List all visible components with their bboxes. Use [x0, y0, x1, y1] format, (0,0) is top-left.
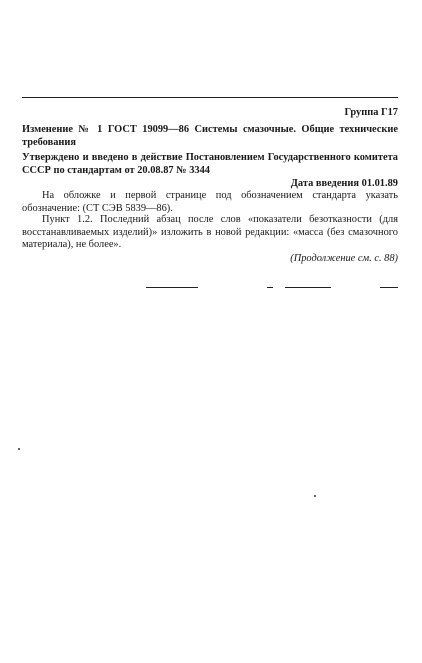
separator-rule-4 — [380, 287, 398, 288]
top-rule — [22, 97, 398, 98]
separator-rule-1 — [146, 287, 198, 288]
change-notice-title: Изменение № 1 ГОСТ 19099—86 Системы смазочные. Общие технические требования — [22, 124, 398, 148]
separator-rule-2 — [267, 287, 273, 288]
separator-rule-3 — [285, 287, 331, 288]
continuation-note: (Продолжение см. с. 88) — [290, 253, 398, 264]
body-paragraph-1: На обложке и первой странице под обозначением стандарта указать обозначение: (СТ СЭВ 5839—86). — [22, 190, 398, 214]
body-paragraph-2: Пункт 1.2. Последний абзац после слов «показатели безотказности (для восстанавливаемых изделий)» изложить в новой редакции: «масса (без смазочного материала), не более». — [22, 214, 398, 250]
approval-text: Утверждено и введено в действие Постановлением Государственного комитета СССР по стандартам от 20.08.87 № 3344 — [22, 152, 398, 176]
scan-speck — [18, 448, 20, 450]
effective-date: Дата введения 01.01.89 — [290, 178, 398, 189]
scan-speck — [314, 495, 316, 497]
group-label: Группа Г17 — [344, 107, 398, 118]
